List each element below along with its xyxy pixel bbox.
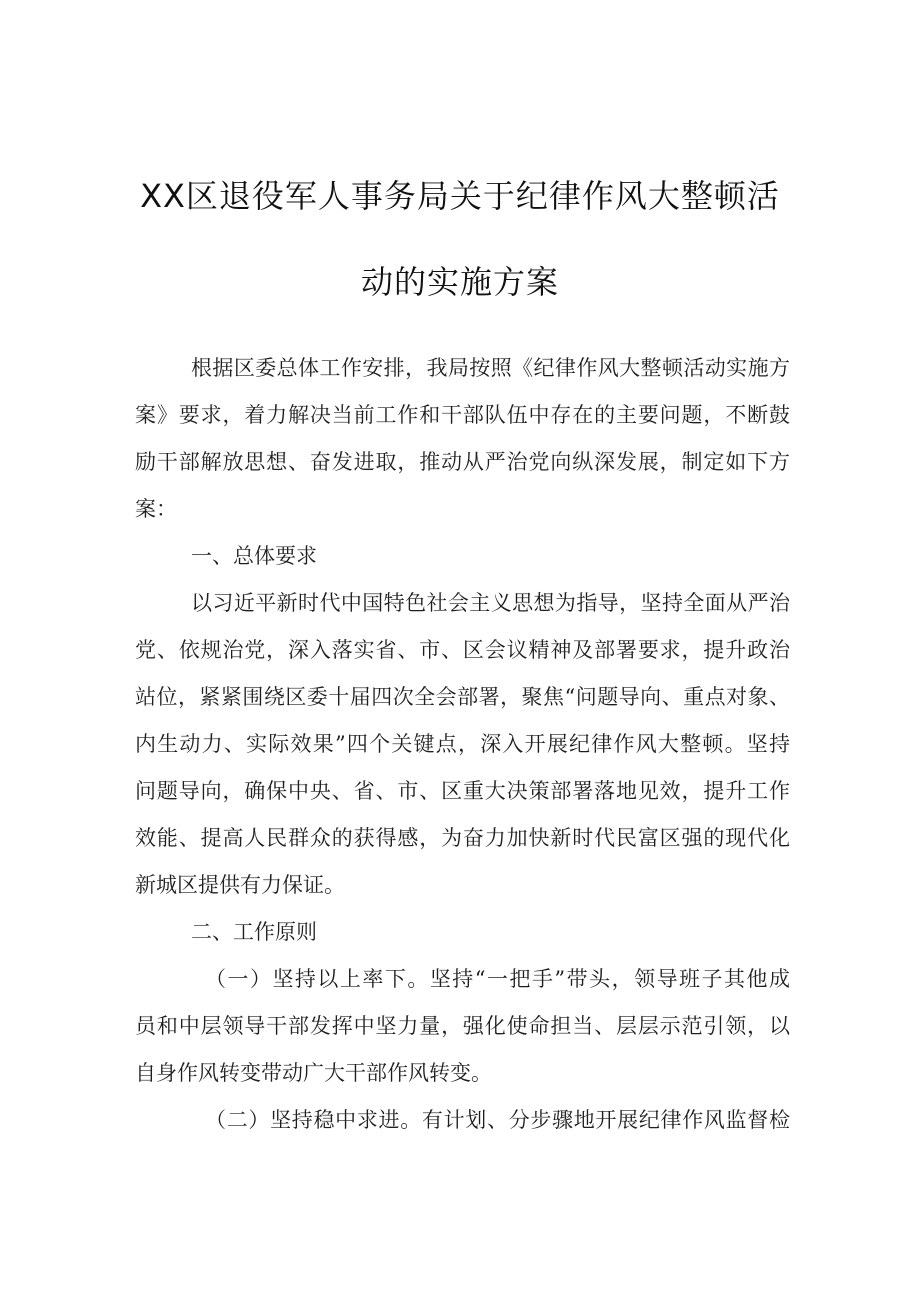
intro-line: 案》要求，着力解决当前工作和干部队伍中存在的主要问题，不断鼓 (135, 403, 790, 427)
section1-line: 党、依规治党，深入落实省、市、区会议精神及部署要求，提升政治 (135, 638, 790, 662)
section1-line: 以习近平新时代中国特色社会主义思想为指导，坚持全面从严治 (191, 591, 790, 615)
section-heading: 一、总体要求 (191, 544, 317, 568)
section-heading: 二、工作原则 (191, 920, 317, 944)
principle1-line: 员和中层领导干部发挥中坚力量，强化使命担当、层层示范引领，以 (135, 1014, 790, 1038)
document-title-line-1: XX区退役军人事务局关于纪律作风大整顿活 (140, 177, 780, 215)
principle1-line: 自身作风转变带动广大干部作风转变。 (135, 1061, 492, 1085)
section1-line: 新城区提供有力保证。 (135, 873, 345, 897)
intro-line: 励干部解放思想、奋发进取，推动从严治党向纵深发展，制定如下方 (135, 450, 790, 474)
section1-line: 问题导向，确保中央、省、市、区重大决策部署落地见效，提升工作 (135, 779, 790, 803)
section1-line: 效能、提高人民群众的获得感，为奋力加快新时代民富区强的现代化 (135, 826, 790, 850)
principle2-line: （二）坚持稳中求进。有计划、分步骤地开展纪律作风监督检 (205, 1108, 790, 1132)
section1-line: 站位，紧紧围绕区委十届四次全会部署，聚焦“问题导向、重点对象、 (135, 685, 790, 709)
section1-line: 内生动力、实际效果”四个关键点，深入开展纪律作风大整顿。坚持 (135, 732, 790, 756)
document-title-line-2: 动的实施方案 (360, 263, 559, 301)
principle1-line: （一）坚持以上率下。坚持“一把手”带头，领导班子其他成 (205, 967, 790, 991)
intro-line: 根据区委总体工作安排，我局按照《纪律作风大整顿活动实施方 (191, 356, 790, 380)
intro-line: 案： (135, 497, 177, 521)
